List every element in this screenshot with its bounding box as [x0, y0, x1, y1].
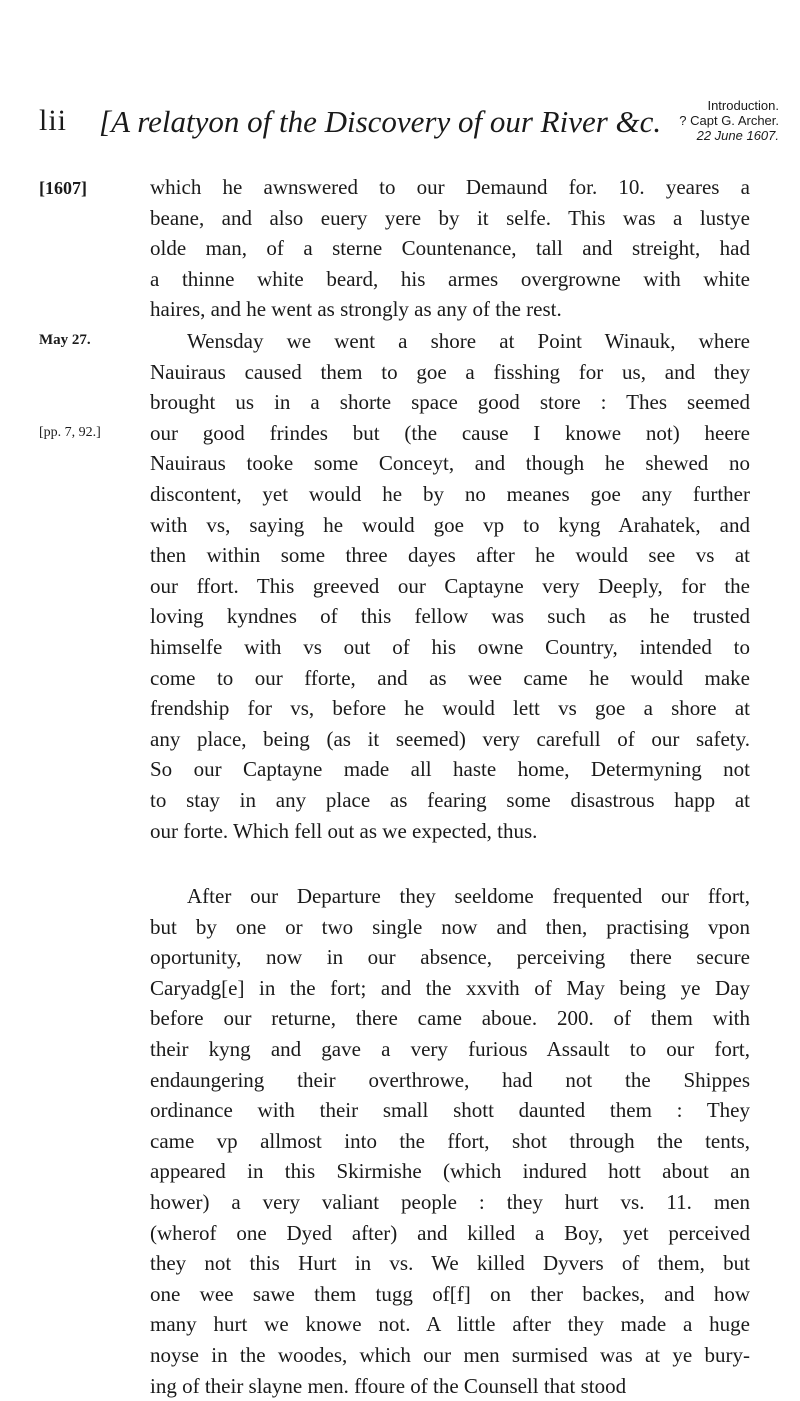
text-line: So our Captayne made all haste home, Determyning not: [150, 754, 750, 785]
text-line: any place, being (as it seemed) very carefull of our safety.: [150, 724, 750, 755]
header-note-author: ? Capt G. Archer.: [679, 113, 779, 128]
text-line: ing of their slayne men. ffoure of the Counsell that stood: [150, 1371, 750, 1401]
text-line: loving kyndnes of this fellow was such as he trusted: [150, 601, 750, 632]
text-line: appeared in this Skirmishe (which indured hott about an: [150, 1156, 750, 1187]
text-line: but by one or two single now and then, practising vpon: [150, 912, 750, 943]
header-side-note: [679, 98, 779, 143]
paragraph-1: [150, 172, 750, 325]
text-line: noyse in the woodes, which our men surmised was at ye bury-: [150, 1340, 750, 1371]
text-line: our good frindes but (the cause I knowe not) heere: [150, 418, 750, 449]
text-line: endaungering their overthrowe, had not the Shippes: [150, 1065, 750, 1096]
paragraph-3: [150, 881, 750, 1401]
margin-page-reference: [pp. 7, 92.]: [39, 425, 139, 441]
text-line: ordinance with their small shott daunted them : They: [150, 1095, 750, 1126]
page-header: [39, 98, 779, 158]
text-line: then within some three dayes after he would see vs at: [150, 540, 750, 571]
text-line: our ffort. This greeved our Captayne very Deeply, for the: [150, 571, 750, 602]
text-line: Nauiraus tooke some Conceyt, and though he shewed no: [150, 448, 750, 479]
text-line: our forte. Which fell out as we expected, thus.: [150, 816, 750, 847]
header-note-date: 22 June 1607.: [679, 128, 779, 143]
margin-date: May 27.: [39, 332, 139, 349]
text-line: come to our fforte, and as wee came he would make: [150, 663, 750, 694]
margin-year: [1607]: [39, 178, 139, 199]
text-line: olde man, of a sterne Countenance, tall and streight, had: [150, 233, 750, 264]
text-line: discontent, yet would he by no meanes goe any further: [150, 479, 750, 510]
text-line: frendship for vs, before he would lett vs goe a shore at: [150, 693, 750, 724]
text-line: many hurt we knowe not. A little after they made a huge: [150, 1309, 750, 1340]
text-line: they not this Hurt in vs. We killed Dyvers of them, but: [150, 1248, 750, 1279]
text-line: beane, and also euery yere by it selfe. This was a lustye: [150, 203, 750, 234]
text-line: a thinne white beard, his armes overgrowne with white: [150, 264, 750, 295]
paragraph-2: [150, 326, 750, 846]
text-line: with vs, saying he would goe vp to kyng Arahatek, and: [150, 510, 750, 541]
text-line: one wee sawe them tugg of[f] on ther backes, and how: [150, 1279, 750, 1310]
text-line: himselfe with vs out of his owne Country, intended to: [150, 632, 750, 663]
text-line: Caryadg[e] in the fort; and the xxvith of May being ye Day: [150, 973, 750, 1004]
text-line: brought us in a shorte space good store : Thes seemed: [150, 387, 750, 418]
text-line: Wensday we went a shore at Point Winauk, where: [150, 326, 750, 357]
header-note-introduction: Introduction.: [679, 98, 779, 113]
text-line: to stay in any place as fearing some disastrous happ at: [150, 785, 750, 816]
text-line: before our returne, there came aboue. 200. of them with: [150, 1003, 750, 1034]
text-line: Nauiraus caused them to goe a fisshing for us, and they: [150, 357, 750, 388]
text-line: came vp allmost into the ffort, shot through the tents,: [150, 1126, 750, 1157]
text-line: their kyng and gave a very furious Assault to our fort,: [150, 1034, 750, 1065]
text-line: oportunity, now in our absence, perceiving there secure: [150, 942, 750, 973]
text-line: hower) a very valiant people : they hurt vs. 11. men: [150, 1187, 750, 1218]
text-line: After our Departure they seeldome frequented our ffort,: [150, 881, 750, 912]
folio-number: lii: [39, 104, 67, 138]
running-title: [A relatyon of the Discovery of our River &c.: [99, 104, 661, 140]
text-line: which he awnswered to our Demaund for. 10. yeares a: [150, 172, 750, 203]
text-line: haires, and he went as strongly as any of the rest.: [150, 294, 750, 325]
text-line: (wherof one Dyed after) and killed a Boy, yet perceived: [150, 1218, 750, 1249]
